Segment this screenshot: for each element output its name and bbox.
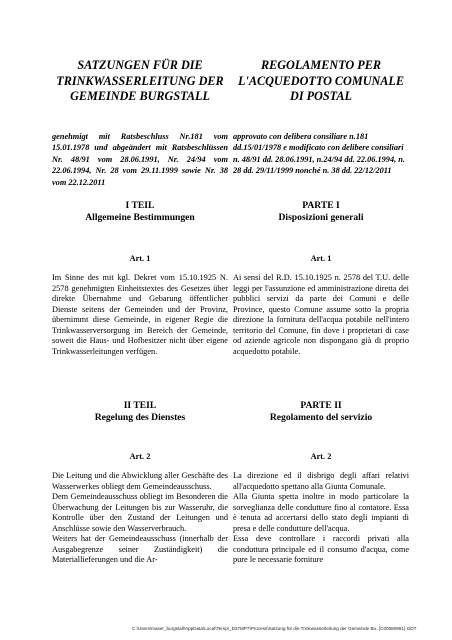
german-title: SATZUNGEN FÜR DIE TRINKWASSERLEITUNG DER GEMEINDE BURGSTALL	[56, 58, 224, 103]
file-path-footer: C:\Users\maser_burgstall\AppData\Local\Temp\_D37MP7\Process\Satzung für die Trinkwasserleitung der Gemeinde Bu..(C00080961) GDT	[132, 626, 417, 631]
italian-part2-subheading: Regolamento del servizio	[269, 412, 373, 423]
italian-approval-note: approvato con delibera consiliare n.181 dd.15/01/1978 e modificato con delibere consiliari n. 48/91 dd. 28.06.1991, n.24/94 dd. 22.06.1994, n. 28 dd. 29/11/1999 nonché n. 38 dd. 22/12/2011	[233, 132, 405, 176]
italian-art2-paragraph: Alla Giunta spetta inoltre in modo particolare la sorveglianza delle condutture fino al contatore. Essa è tenuta ad accertarsi dello stato degli impianti di presa e delle condutture dell'acqua.	[233, 492, 409, 533]
german-part1-heading: I TEIL	[125, 200, 155, 211]
german-art1-label: Art. 1	[129, 254, 151, 263]
italian-part1-subheading: Disposizioni generali	[278, 212, 364, 223]
german-art2-label: Art. 2	[129, 452, 151, 461]
italian-art1-label: Art. 1	[310, 254, 332, 263]
german-part2-heading: II TEIL	[123, 400, 157, 411]
italian-art2-paragraph: La direzione ed il disbrigo degli affari relativi all'acquedotto spettano alla Giunta Comunale.	[233, 471, 409, 491]
german-part1-subheading: Allgemeine Bestimmungen	[85, 212, 195, 223]
german-art1-text: Im Sinne des mit kgl. Dekret vom 15.10.1925 N. 2578 genehmigten Einheitstextes des Gesetzes über direkte Übernahme und Gebarung öffentlicher Dienste seitens der Gemeinden und der Provinz, übernimmt diese Gemeinde, in eigener Regie die Trinkwasserversorgung im Bereich der Gemeinde, soweit die Haus- und Hofbesitzer nicht über eigene Trinkwasserleitungen verfügen.	[52, 273, 228, 356]
german-approval-note: genehmigt mit Ratsbeschluss Nr.181 vom 15.01.1978 und abgeändert mit Ratsbeschlüssen Nr. 48/91 vom 28.06.1991, Nr. 24/94 vom 22.06.1994, Nr. 28 vom 29.11.1999 sowie Nr. 38 vom 22.12.2011	[52, 132, 228, 187]
italian-art2-text	[233, 471, 409, 566]
italian-art1-text: Ai sensi del R.D. 15.10.1925 n. 2578 del T.U. delle leggi per l'assunzione ed amministrazione diretta dei pubblici servizi da parte dei Comuni e delle Province, questo Comune assume sotto la propria direzione la fornitura dell'acqua potabile nell'intero territorio del Comune, fin dove i proprietari di case od aziende agricole non dispongano già di proprio acquedotto potabile.	[233, 273, 409, 356]
italian-title: REGOLAMENTO PER L'ACQUEDOTTO COMUNALE DI POSTAL	[237, 58, 404, 103]
italian-art2-paragraph: Essa deve controllare i raccordi privati alla conduttura principale ed il consumo d'acqua, come pure le necessarie forniture	[233, 534, 409, 564]
italian-part1-heading: PARTE I	[302, 200, 340, 211]
german-part2-subheading: Regelung des Dienstes	[94, 412, 186, 423]
german-art2-paragraph: Die Leitung und die Abwicklung aller Geschäfte des Wasserwerkes obliegt dem Gemeindeausschuss.	[52, 471, 228, 491]
italian-part2-heading: PARTE II	[300, 400, 342, 411]
german-art2-paragraph: Dem Gemeindeausschuss obliegt im Besonderen die Überwachung der Leitungen bis zur Wasseruhr, die Kontrolle über den Zustand der Leitungen und Anschlüsse sowie den Wasserverbrauch.	[52, 492, 228, 533]
german-art2-paragraph: Weiters hat der Gemeindeausschuss (innerhalb der Ausgabegrenze seiner Zuständigkeit) die Materiallieferungen und die Ar-	[52, 534, 228, 564]
german-art2-text	[52, 471, 228, 566]
italian-art2-label: Art. 2	[310, 452, 332, 461]
